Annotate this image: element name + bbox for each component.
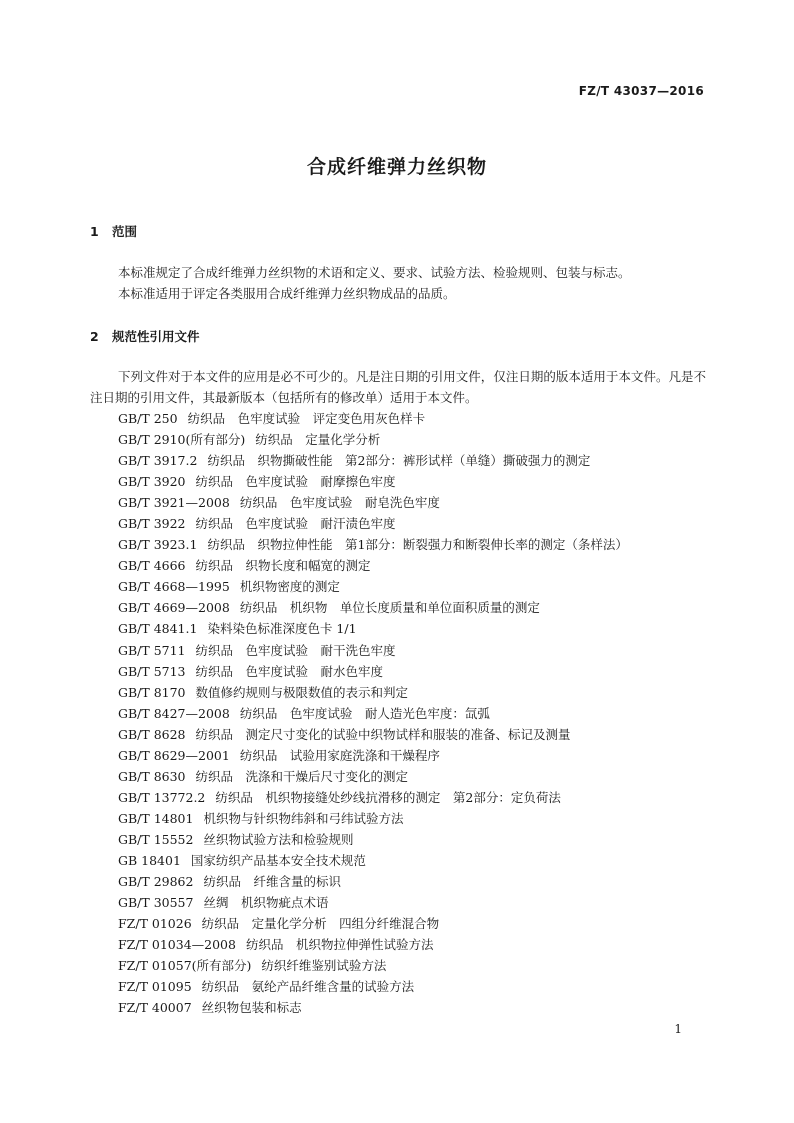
reference-code: GB/T 5713 <box>118 663 186 679</box>
reference-item <box>118 450 718 471</box>
reference-item <box>118 555 718 576</box>
reference-code: GB/T 4666 <box>118 558 186 574</box>
section-title: 规范性引用文件 <box>112 329 200 344</box>
reference-code: GB/T 4668—1995 <box>118 579 230 595</box>
reference-code: GB/T 15552 <box>118 831 194 847</box>
reference-item <box>118 682 718 703</box>
reference-item <box>118 808 718 829</box>
reference-title: 纺织纤维鉴别试验方法 <box>261 958 387 974</box>
paragraph: 下列文件对于本文件的应用是必不可少的。凡是注日期的引用文件，仅注日期的版本适用于本文件。凡是不注日期的引用文件，其最新版本（包括所有的修改单）适用于本文件。 <box>90 369 706 405</box>
reference-title: 丝绸 机织物疵点术语 <box>203 895 329 911</box>
reference-code: GB/T 3923.1 <box>118 537 198 553</box>
reference-title: 纺织品 色牢度试验 耐汗渍色牢度 <box>195 516 396 532</box>
reference-title: 纺织品 定量化学分析 <box>255 432 381 448</box>
reference-code: GB/T 5711 <box>118 642 186 658</box>
reference-code: GB/T 8427—2008 <box>118 705 230 721</box>
reference-code: GB/T 8170 <box>118 684 186 700</box>
reference-item <box>118 492 718 513</box>
reference-title: 纺织品 氨纶产品纤维含量的试验方法 <box>201 979 415 995</box>
reference-title: 纺织品 织物撕破性能 第2部分：裤形试样（单缝）撕破强力的测定 <box>207 453 591 469</box>
reference-item <box>118 429 718 450</box>
reference-title: 机织物与针织物纬斜和弓纬试验方法 <box>203 810 404 826</box>
reference-title: 纺织品 机织物拉伸弹性试验方法 <box>245 937 434 953</box>
reference-item <box>118 576 718 597</box>
reference-title: 染料染色标准深度色卡 1/1 <box>207 621 357 637</box>
reference-item <box>118 618 718 639</box>
reference-title: 纺织品 色牢度试验 耐摩擦色牢度 <box>195 474 396 490</box>
references-intro <box>90 366 706 408</box>
reference-title: 纺织品 色牢度试验 耐水色牢度 <box>195 663 384 679</box>
reference-item <box>118 766 718 787</box>
reference-code: GB/T 8629—2001 <box>118 747 230 763</box>
reference-code: GB/T 250 <box>118 411 178 426</box>
reference-title: 丝织物包装和标志 <box>201 1000 302 1016</box>
reference-title: 国家纺织产品基本安全技术规范 <box>190 852 366 868</box>
reference-title: 纺织品 色牢度试验 耐皂洗色牢度 <box>239 495 440 511</box>
reference-code: GB 18401 <box>118 852 181 868</box>
paragraph: 本标准适用于评定各类服用合成纤维弹力丝织物成品的品质。 <box>118 286 456 301</box>
reference-item <box>118 703 718 724</box>
scope-paragraphs <box>90 262 706 304</box>
reference-code: FZ/T 01095 <box>118 979 192 995</box>
standard-code: FZ/T 43037—2016 <box>578 84 704 98</box>
reference-code: FZ/T 40007 <box>118 1000 192 1016</box>
section-number: 2 <box>90 329 99 344</box>
page-number: 1 <box>674 1022 682 1036</box>
reference-title: 纺织品 色牢度试验 评定变色用灰色样卡 <box>187 411 426 426</box>
reference-code: GB/T 8628 <box>118 726 186 742</box>
reference-item <box>118 661 718 682</box>
reference-title: 丝织物试验方法和检验规则 <box>203 831 354 847</box>
section-heading-scope <box>90 222 137 240</box>
reference-item <box>118 724 718 745</box>
section-heading-normative-references <box>90 327 200 345</box>
reference-code: GB/T 8630 <box>118 768 186 784</box>
reference-code: GB/T 4841.1 <box>118 621 198 637</box>
reference-code: FZ/T 01034—2008 <box>118 937 236 953</box>
reference-title: 纺织品 色牢度试验 耐干洗色牢度 <box>195 642 396 658</box>
reference-title: 纺织品 织物拉伸性能 第1部分：断裂强力和断裂伸长率的测定（条样法） <box>207 537 628 553</box>
reference-title: 纺织品 定量化学分析 四组分纤维混合物 <box>201 916 440 932</box>
reference-item <box>118 955 718 976</box>
reference-item <box>118 471 718 492</box>
reference-title: 纺织品 洗涤和干燥后尺寸变化的测定 <box>195 768 409 784</box>
reference-item <box>118 745 718 766</box>
reference-title: 数值修约规则与极限数值的表示和判定 <box>195 684 409 700</box>
reference-item <box>118 934 718 955</box>
reference-item <box>118 787 718 808</box>
reference-item <box>118 997 718 1018</box>
reference-item <box>118 408 718 429</box>
reference-code: FZ/T 01057(所有部分) <box>118 958 252 974</box>
reference-item <box>118 871 718 892</box>
reference-code: GB/T 3921—2008 <box>118 495 230 511</box>
reference-item <box>118 640 718 661</box>
section-number: 1 <box>90 224 99 239</box>
reference-code: GB/T 3922 <box>118 516 186 532</box>
reference-code: FZ/T 01026 <box>118 916 192 932</box>
reference-item <box>118 913 718 934</box>
reference-title: 机织物密度的测定 <box>239 579 340 595</box>
reference-code: GB/T 3920 <box>118 474 186 490</box>
reference-title: 纺织品 机织物接缝处纱线抗滑移的测定 第2部分：定负荷法 <box>215 789 561 805</box>
reference-item <box>118 597 718 618</box>
reference-title: 纺织品 机织物 单位长度质量和单位面积质量的测定 <box>239 600 540 616</box>
reference-title: 纺织品 纤维含量的标识 <box>203 874 341 890</box>
reference-item <box>118 850 718 871</box>
reference-code: GB/T 14801 <box>118 810 194 826</box>
reference-list <box>118 408 718 1018</box>
reference-title: 纺织品 测定尺寸变化的试验中织物试样和服装的准备、标记及测量 <box>195 726 571 742</box>
reference-item <box>118 534 718 555</box>
reference-title: 纺织品 织物长度和幅宽的测定 <box>195 558 371 574</box>
reference-code: GB/T 13772.2 <box>118 789 206 805</box>
reference-code: GB/T 3917.2 <box>118 453 198 469</box>
reference-title: 纺织品 试验用家庭洗涤和干燥程序 <box>239 747 440 763</box>
paragraph: 本标准规定了合成纤维弹力丝织物的术语和定义、要求、试验方法、检验规则、包装与标志。 <box>118 265 631 280</box>
reference-title: 纺织品 色牢度试验 耐人造光色牢度：氙弧 <box>239 705 490 721</box>
reference-item <box>118 513 718 534</box>
reference-item <box>118 976 718 997</box>
reference-item <box>118 892 718 913</box>
section-title: 范围 <box>112 224 138 239</box>
reference-code: GB/T 2910(所有部分) <box>118 432 246 448</box>
reference-item <box>118 829 718 850</box>
document-title: 合成纤维弹力丝织物 <box>306 156 487 178</box>
reference-code: GB/T 4669—2008 <box>118 600 230 616</box>
reference-code: GB/T 29862 <box>118 874 194 890</box>
reference-code: GB/T 30557 <box>118 895 194 911</box>
